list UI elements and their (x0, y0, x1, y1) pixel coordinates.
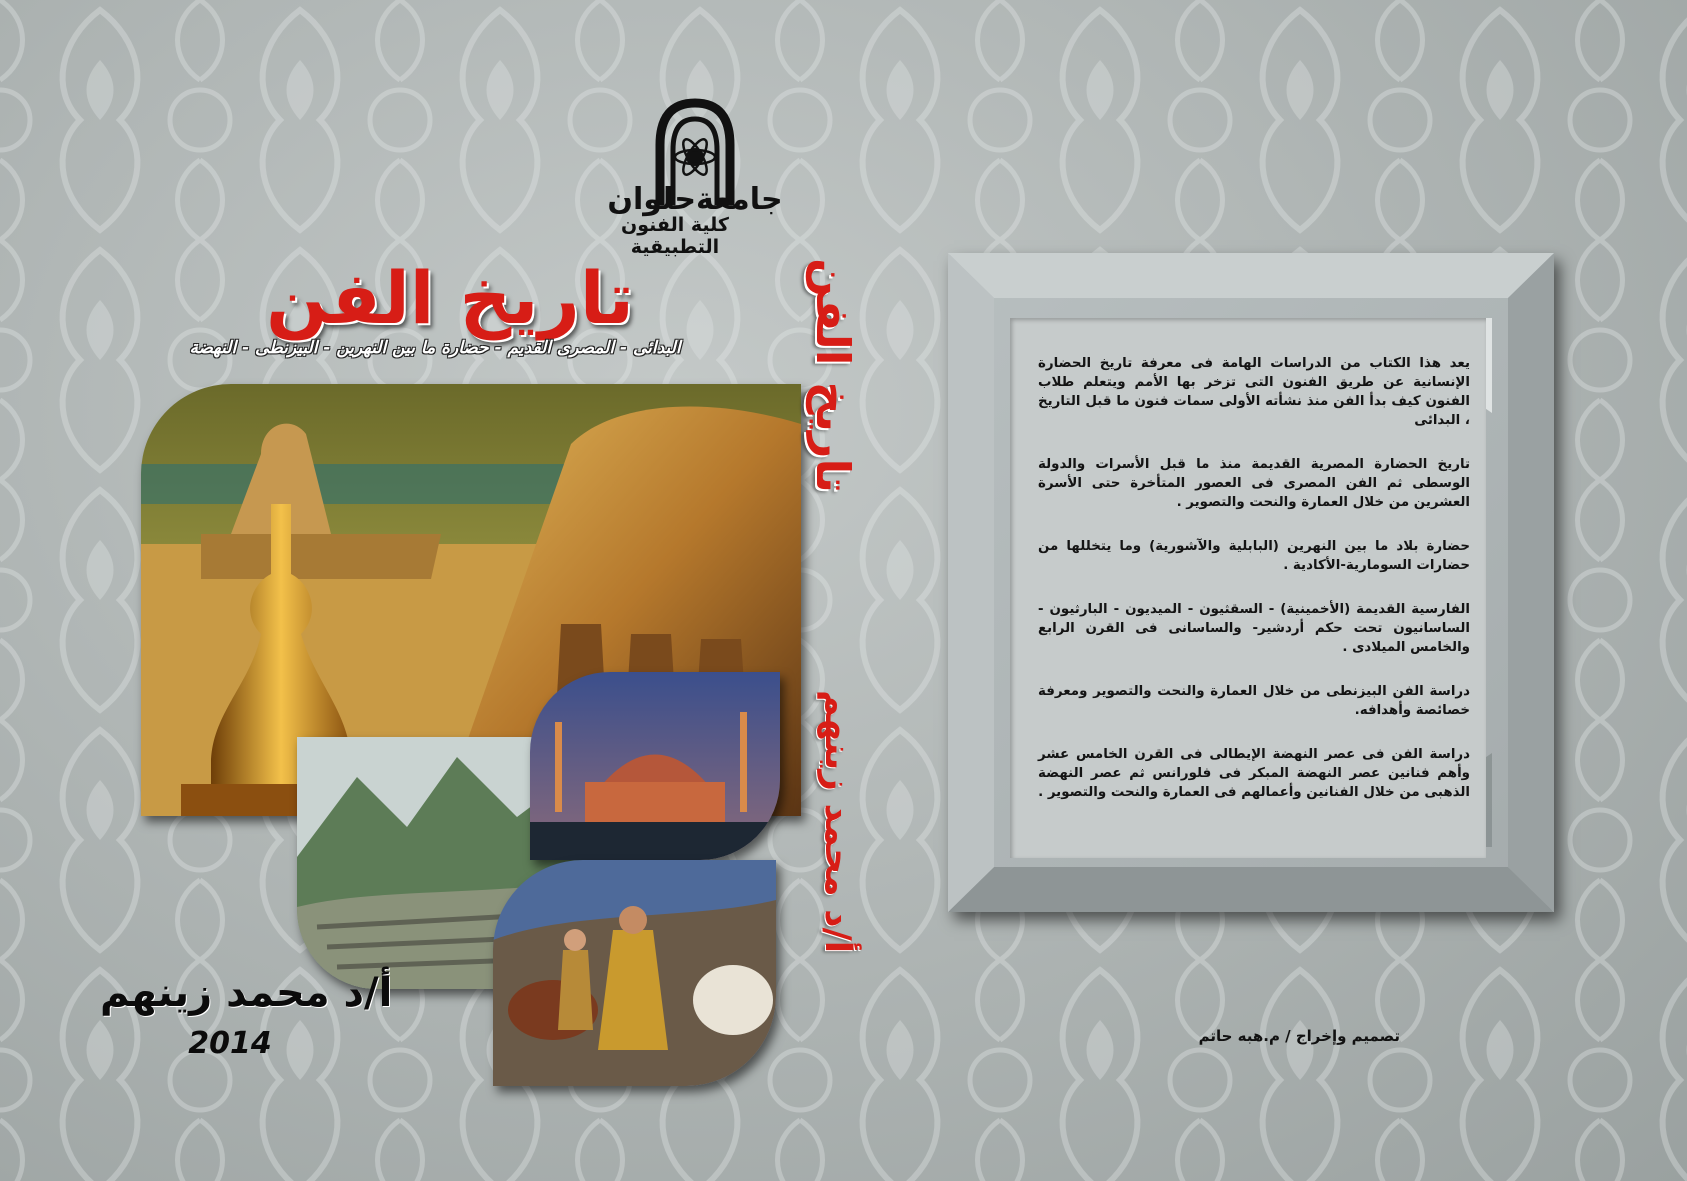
spine-title: تاريخ الفن (806, 258, 860, 494)
design-credit: تصميم وإخراج / م.هبه حاتم (1198, 1027, 1400, 1045)
book-subtitle: البدائى - المصرى القديم - حضارة ما بين النهرين - البيزنطى - النهضة (189, 338, 681, 358)
faculty-name: كلية الفنون التطبيقية (621, 214, 729, 258)
photo-horsemen-painting (493, 860, 776, 1086)
spine-author: أ/د محمد زينهم (817, 690, 858, 954)
photo-hagia-sophia (530, 672, 780, 860)
author-name-front: أ/د محمد زينهم (100, 970, 393, 1016)
university-name: جامعةحلوان (607, 182, 783, 217)
blurb-paragraph: يعد هذا الكتاب من الدراسات الهامة فى معرفة تاريخ الحضارة الإنسانية عن طريق الفنون التى تزخر بها الأمم ويتعلم طلاب الفنون كيف بدأ الفن منذ نشأته الأولى سمات فنون ما قبل التاريخ ، البدائى (1038, 356, 1470, 428)
blurb-paragraph: الفارسية القديمة (الأخمينية) - السقثيون - الميديون - البارثيون - الساسانيون تحت حكم أردشير- والساسانى فى القرن الرابع والخامس الميلادى . (1038, 602, 1470, 655)
back-cover-blurb (1038, 354, 1470, 827)
blurb-paragraph: تاريخ الحضارة المصرية القديمة منذ ما قبل الأسرات والدولة الوسطى ثم الفن المصرى فى العصور المتأخرة حتى الأسرة العشرين من خلال العمارة والنحت والتصوير . (1038, 457, 1470, 510)
blurb-paragraph: دراسة الفن فى عصر النهضة الإيطالى فى القرن الخامس عشر وأهم فنانين عصر النهضة المبكر فى فلورانس ثم عصر النهضة الذهبى من خلال الفنانين وأعمالهم فى العمارة والنحت والتصوير . (1038, 747, 1470, 800)
blurb-paragraph: دراسة الفن البيزنطى من خلال العمارة والنحت والتصوير ومعرفة خصائصة وأهدافه. (1038, 684, 1470, 718)
blurb-paragraph: حضارة بلاد ما بين النهرين (البابلية والآشورية) وما يتخللها من حضارات السومارية-الأكادية . (1038, 539, 1470, 573)
publication-year: 2014 (188, 1026, 272, 1061)
book-title: تاريخ الفن (266, 256, 634, 340)
